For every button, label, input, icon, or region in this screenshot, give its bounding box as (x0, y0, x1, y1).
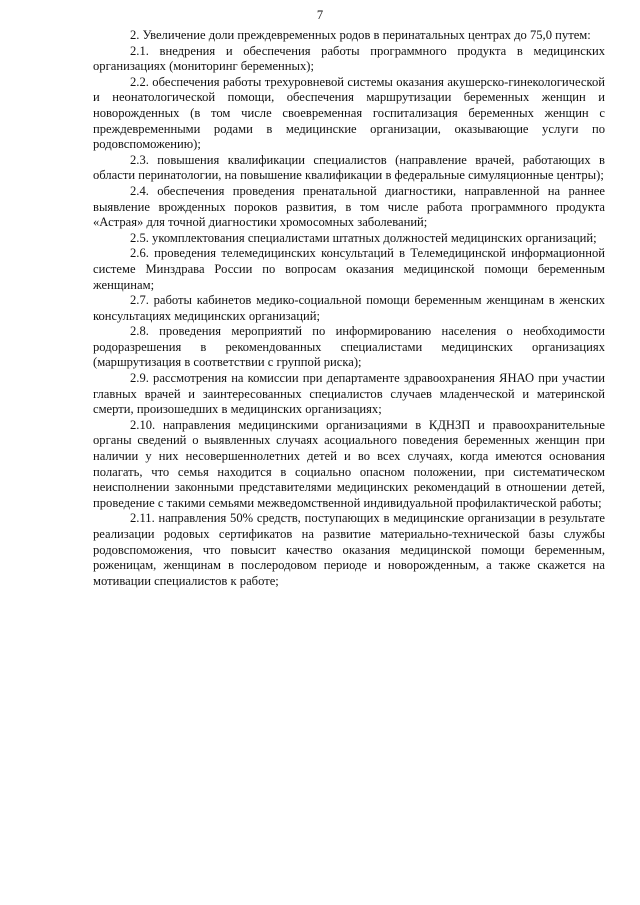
paragraph-item-2-4: 2.4. обеспечения проведения пренатальной диагностики, направленной на раннее выявление врожденных пороков развития, в том числе работа программного продукта «Астрая» для точной диагностики хромосомных заболеваний; (93, 183, 605, 230)
paragraph-item-2-5: 2.5. укомплектования специалистами штатных должностей медицинских организаций; (130, 230, 597, 245)
paragraph-item-2-7: 2.7. работы кабинетов медико-социальной помощи беременным женщинам в женских консультациях медицинских организаций; (93, 293, 605, 323)
paragraph-item-2-2: 2.2. обеспечения работы трехуровневой системы оказания акушерско-гинекологической и неонатологической помощи, обеспечения маршрутизации беременных женщин и новорожденных (в том числе своевременная госпитализация беременных женщин с преждевременными родами в медицинские организации, оказывающие услуги по родовспоможению); (93, 74, 605, 152)
paragraph-item-2-11: 2.11. направления 50% средств, поступающих в медицинские организации в результате реализации родовых сертификатов на развитие материально-технической базы службы родовспоможения, что повысит качество оказания медицинской помощи беременным, роженицам, женщинам в послеродовом периоде и новорожденным, а также скажется на мотивации специалистов к работе; (93, 511, 605, 588)
paragraph-item-2-6: 2.6. проведения телемедицинских консультаций в Телемедицинской информационной системе Минздрава России по вопросам оказания медицинской помощи беременным женщинам; (93, 246, 605, 292)
paragraph-item-2-1: 2.1. внедрения и обеспечения работы программного продукта в медицинских организациях (мониторинг беременных); (93, 43, 605, 74)
paragraph-item-2: 2. Увеличение доли преждевременных родов в перинатальных центрах до 75,0 путем: (130, 28, 591, 42)
document-body (93, 28, 605, 589)
page-number: 7 (316, 8, 324, 22)
paragraph-item-2-3: 2.3. повышения квалификации специалистов (направление врачей, работающих в области перинатологии, на повышение квалификации в федеральные симуляционные центры); (93, 152, 605, 183)
paragraph-item-2-8: 2.8. проведения мероприятий по информированию населения о необходимости родоразрешения в рекомендованных специалистами медицинских организациях (маршрутизация в соответствии с группой риска); (93, 324, 605, 370)
paragraph-item-2-9: 2.9. рассмотрения на комиссии при департаменте здравоохранения ЯНАО при участии главных врачей и заинтересованных специалистов случаев младенческой и материнской смерти, произошедших в медицинских организациях; (93, 371, 605, 417)
paragraph-item-2-10: 2.10. направления медицинскими организациями в КДНЗП и правоохранительные органы сведений о выявленных случаях асоциального поведения беременных женщин при наличии у них несовершеннолетних детей и во всех случаях, когда имеются основания полагать, что семья находится в социально опасном положении, при систематическом неисполнении законными представителями медицинских рекомендаций в отношении детей, проведение с такими семьями межведомственной индивидуальной профилактической работы; (93, 417, 605, 510)
